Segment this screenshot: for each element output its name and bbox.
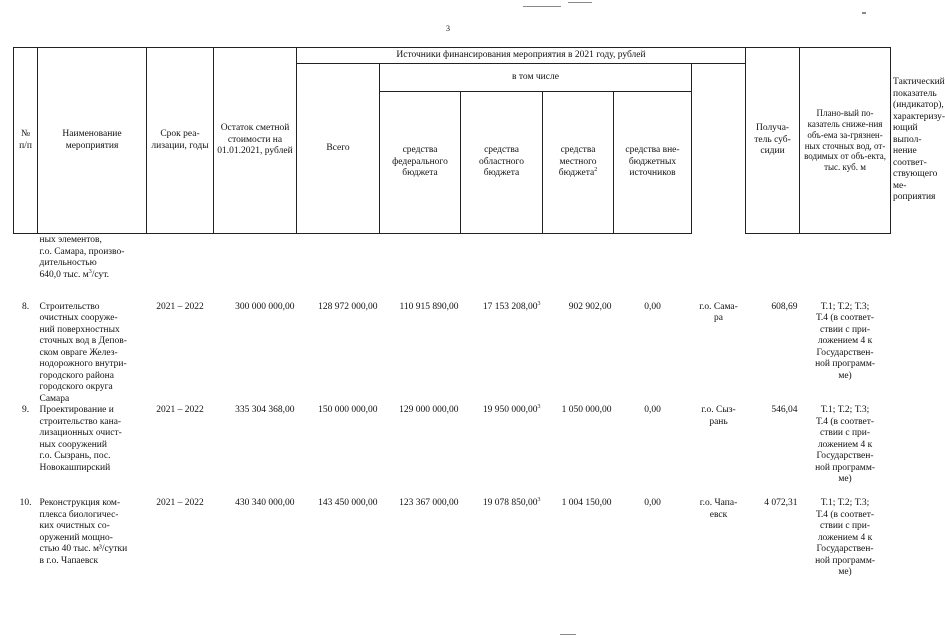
row-name-line: г.о. Сызрань, пос. <box>39 451 111 461</box>
continuation-line: ных элементов, <box>39 235 102 245</box>
row-recipient <box>692 292 746 406</box>
row-name-line: в г.о. Чапаевск <box>39 555 99 566</box>
row-tactical-line: ложением 4 к <box>817 532 873 543</box>
row-balance: 430 340 000,00 <box>235 498 295 508</box>
row-balance: 300 000 000,00 <box>235 301 295 312</box>
header-name: Наименование мероприятия <box>38 48 147 234</box>
footnote-mark: 3 <box>537 403 541 410</box>
row-tactical <box>800 292 891 406</box>
row-regional-value: 17 153 208,00 <box>482 301 538 312</box>
row-local: 1 050 000,00 <box>561 405 612 415</box>
row-name-line: строительство кана- <box>39 416 122 427</box>
row-name-line: нодорожного внутри- <box>39 359 127 369</box>
row-recipient-line: г.о. Чапа- <box>699 498 738 508</box>
footnote-mark: 3 <box>537 300 541 307</box>
row-name <box>38 292 147 406</box>
row-tactical-line: Государствен- <box>816 451 874 461</box>
continuation-line: г.о. Самара, произво- <box>39 246 125 257</box>
header-indicator: Плано-вый по-казатель сниже-ния объ-ема за-грязнен-ных сточных вод, от-водимых от объ-екта, тыс. куб. м <box>800 48 891 234</box>
footnote-mark: 2 <box>594 167 598 174</box>
table-row <box>14 498 891 588</box>
row-tactical-line: Государствен- <box>816 347 874 358</box>
header-extra: средства вне-бюджетных источников <box>614 92 692 234</box>
table-header: № п/п Наименование мероприятия Срок реа-лизации, годы Остаток сметной стоимости на 01.01.2021, рублей Источники финансирования мероприятия в 2021 году, рублей Получа-тель суб-сидии Плано-вый по-казатель сниже-ния объ-ема за-грязнен-ных сточных вод, от-водимых от объ-екта, тыс. куб. м Тактический показатель (индикатор), характеризу-ющий выпол-нение соответ-ствующего ме-роприятия Всего в том числе средства федерального бюджета средства областного бюджета средства местного бюджета$^2$ средства вне-бюджетных источников <box>14 48 891 234</box>
row-name-line: Новокашпирский <box>39 462 111 473</box>
row-local: 902 902,00 <box>568 301 612 312</box>
row-extra: 0,00 <box>644 301 661 312</box>
scan-mark <box>568 2 592 3</box>
page-number: 3 <box>446 24 450 33</box>
row-tactical-line: Т.4 (в соответ- <box>815 313 875 323</box>
continuation-text: 640,0 тыс. м <box>39 269 89 280</box>
row-term: 2021 – 2022 <box>156 498 204 508</box>
row-regional <box>461 498 543 588</box>
row-name-line: очистных сооруже- <box>39 313 118 323</box>
row-federal: 129 000 000,00 <box>399 405 459 415</box>
row-regional <box>461 405 543 498</box>
row-number: 9. <box>21 405 30 415</box>
continuation-line: дительностью <box>39 258 97 268</box>
row-regional-value: 19 078 850,00 <box>482 498 538 508</box>
header-recipient: Получа-тель суб-сидии <box>746 48 800 234</box>
superscript: 3 <box>88 268 92 275</box>
row-name-line: ких очистных со- <box>39 521 110 531</box>
row-name-line: Строительство <box>39 301 100 312</box>
row-tactical-line: ме) <box>838 567 852 577</box>
footnote-mark: 3 <box>537 496 541 503</box>
row-indicator: 546,04 <box>771 405 798 415</box>
row-recipient-line: рань <box>709 416 728 427</box>
row-tactical <box>800 405 891 498</box>
row-recipient <box>692 498 746 588</box>
row-tactical-line: Т.1; Т.2; Т.3; <box>820 498 870 508</box>
header-balance: Остаток сметной стоимости на 01.01.2021, рублей <box>214 48 297 234</box>
table-row-continuation <box>14 234 891 292</box>
table-row <box>14 405 891 498</box>
funding-table <box>13 47 945 588</box>
row-recipient-line: г.о. Сама- <box>699 301 738 312</box>
row-tactical-line: Государствен- <box>816 544 874 554</box>
row-tactical-line: ложением 4 к <box>817 439 873 450</box>
row-term: 2021 – 2022 <box>156 405 204 415</box>
table-row <box>14 292 891 406</box>
row-tactical-line: Т.4 (в соответ- <box>815 509 875 520</box>
row-indicator: 4 072,31 <box>764 498 798 508</box>
row-federal: 123 367 000,00 <box>399 498 459 508</box>
row-recipient-line: г.о. Сыз- <box>701 405 736 415</box>
row-extra: 0,00 <box>644 405 661 415</box>
row-tactical-line: Т.1; Т.2; Т.3; <box>820 301 870 312</box>
row-name-line: Реконструкция ком- <box>39 498 121 508</box>
row-tactical-line: ной программ- <box>815 555 875 566</box>
row-name-line: оружений мощно- <box>39 532 113 543</box>
header-including: в том числе <box>380 64 692 92</box>
row-name-line: сточных вод в Депов- <box>39 336 127 346</box>
scan-mark <box>862 12 866 14</box>
row-total: 128 972 000,00 <box>318 301 378 312</box>
row-tactical-line: ме) <box>838 474 852 484</box>
row-extra: 0,00 <box>644 498 661 508</box>
row-tactical-line: ной программ- <box>815 462 875 473</box>
scan-mark <box>560 634 576 635</box>
row-name-line: Самара <box>39 393 70 404</box>
row-tactical-line: Т.4 (в соответ- <box>815 416 875 427</box>
row-name-line: городского района <box>39 370 114 381</box>
row-name-line: Проектирование и <box>39 405 114 415</box>
row-local: 1 004 150,00 <box>561 498 612 508</box>
continuation-line <box>40 270 145 282</box>
header-no: № п/п <box>14 48 38 234</box>
row-tactical-line: ной программ- <box>815 359 875 369</box>
row-tactical-line: Т.1; Т.2; Т.3; <box>820 405 870 415</box>
row-name-line: городского округа <box>39 382 113 392</box>
row-recipient-line: евск <box>709 509 728 520</box>
row-tactical <box>800 498 891 588</box>
row-federal: 110 915 890,00 <box>399 301 459 312</box>
header-total: Всего <box>297 64 380 234</box>
row-name-line: ском овраге Желез- <box>39 347 118 358</box>
row-tactical-line: ме) <box>838 370 852 381</box>
row-number: 8. <box>21 301 30 312</box>
header-term: Срок реа-лизации, годы <box>147 48 214 234</box>
row-name-line: плекса биологичес- <box>39 509 119 520</box>
row-indicator: 608,69 <box>771 301 798 312</box>
header-local <box>543 92 614 234</box>
row-regional-value: 19 950 000,00 <box>482 405 538 415</box>
row-tactical-line: ствии с при- <box>819 521 871 531</box>
row-balance: 335 304 368,00 <box>235 405 295 415</box>
row-tactical-line: ложением 4 к <box>817 336 873 346</box>
row-term: 2021 – 2022 <box>156 301 204 312</box>
row-name-line: ний поверхностных <box>39 324 120 335</box>
header-federal: средства федерального бюджета <box>380 92 461 234</box>
row-tactical-line: ствии с при- <box>819 428 871 438</box>
header-regional: средства областного бюджета <box>461 92 543 234</box>
header-sources: Источники финансирования мероприятия в 2021 году, рублей <box>297 48 746 64</box>
row-total: 150 000 000,00 <box>318 405 378 415</box>
row-name-line: ных сооружений <box>39 439 107 450</box>
continuation-text: /сут. <box>91 269 110 280</box>
row-number: 10. <box>19 498 32 508</box>
row-regional <box>461 292 543 406</box>
row-total: 143 450 000,00 <box>318 498 378 508</box>
row-name <box>38 405 147 498</box>
row-name <box>38 498 147 588</box>
row-recipient <box>692 405 746 498</box>
row-recipient-line: ра <box>714 313 723 323</box>
row-name-line: стью 40 тыс. м³/сутки <box>39 544 128 554</box>
header-local-text: средства местного бюджета <box>558 145 597 179</box>
row-name-line: лизационных очист- <box>39 428 122 438</box>
scan-mark <box>523 6 561 7</box>
row-tactical-line: ствии с при- <box>819 324 871 335</box>
